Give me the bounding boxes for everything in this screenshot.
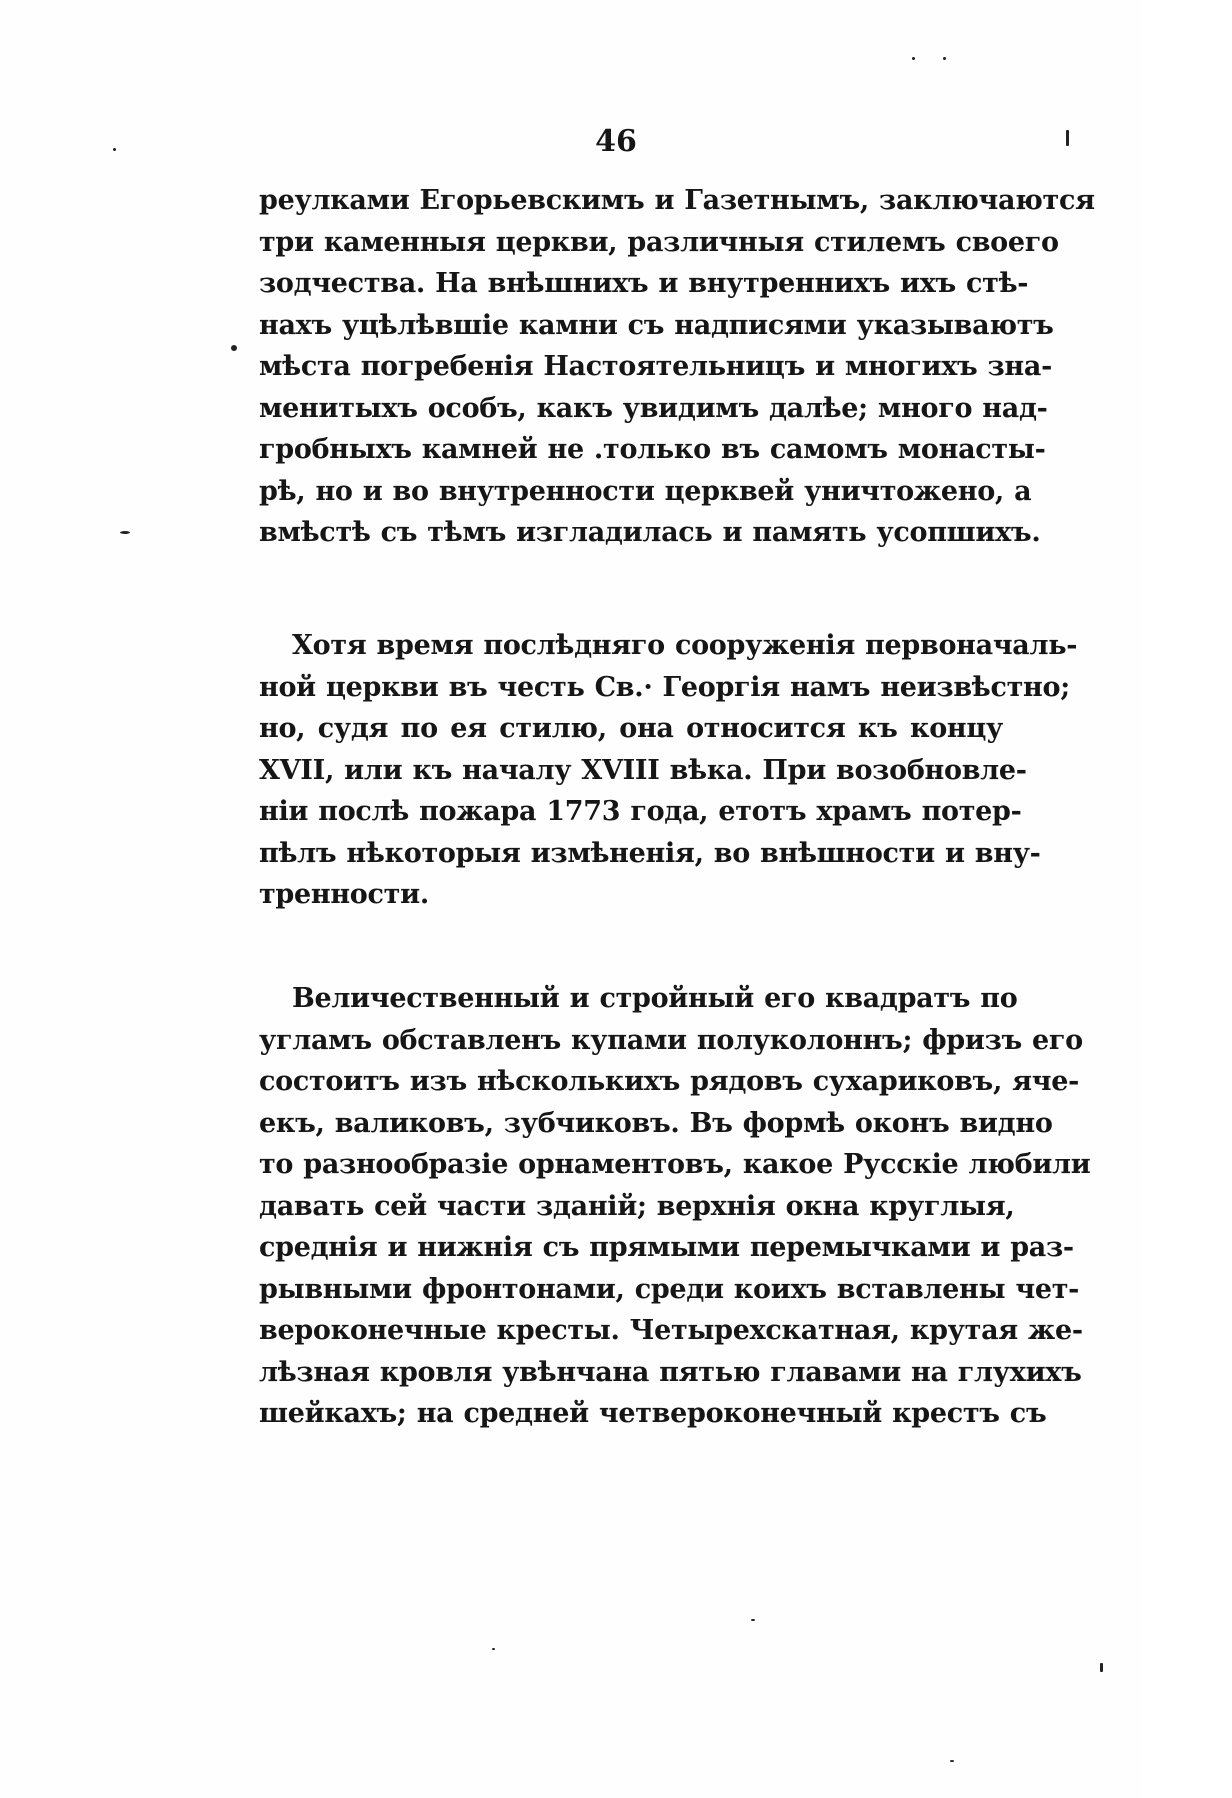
scan-speck [751, 1619, 755, 1621]
text-line: екъ, валиковъ, зубчиковъ. Въ формѣ оконъ видно [259, 1107, 1053, 1139]
text-line: но, судя по ея стилю, она относится къ концу [259, 713, 1003, 744]
text-line: рѣ, но и во внутренности церквей уничтожено, а [259, 475, 1032, 507]
text-line: пѣлъ нѣкоторыя измѣненія, во внѣшности и вну- [259, 837, 1041, 869]
text-line: нахъ уцѣлѣвшіе камни съ надписями указываютъ [259, 309, 1054, 341]
text-line: зодчества. На внѣшнихъ и внутреннихъ ихъ стѣ- [259, 268, 1029, 299]
scan-speck [492, 1648, 495, 1650]
text-line: состоитъ изъ нѣсколькихъ рядовъ сухариковъ, яче- [259, 1066, 1080, 1097]
scan-speck [912, 57, 915, 60]
paragraph-3 [259, 978, 1091, 1435]
text-line: вмѣстѣ съ тѣмъ изгладилась и память усопшихъ. [259, 517, 1041, 548]
text-line: лѣзная кровля увѣнчана пятью главами на глухихъ [259, 1356, 1082, 1388]
text-line: среднія и нижнія съ прямыми перемычками и раз- [259, 1232, 1074, 1263]
text-line: ніи послѣ пожара 1773 года, етотъ храмъ потер- [259, 796, 1022, 827]
scan-speck [1066, 130, 1069, 146]
text-line: тренности. [259, 879, 429, 910]
text-line: то разнообразіе орнаментовъ, какое Русскіе любили [259, 1149, 1091, 1180]
text-line: угламъ обставленъ купами полуколоннъ; фризъ его [259, 1024, 1083, 1056]
text-line: Величественный и стройный его квадратъ по [292, 983, 1018, 1014]
text-line: ной церкви въ честь Св.· Георгія намъ неизвѣстно; [259, 671, 1070, 703]
paragraph-1 [259, 180, 1095, 554]
text-line: гробныхъ камней не .только въ самомъ монасты- [259, 434, 1046, 465]
page-number: 46 [595, 124, 637, 159]
scan-speck [1100, 1663, 1103, 1672]
text-line: мѣста погребенія Настоятельницъ и многихъ зна- [259, 351, 1053, 382]
text-line: реулками Егорьевскимъ и Газетнымъ, заключаются [259, 185, 1095, 216]
scan-speck [120, 531, 130, 534]
text-line: менитыхъ особъ, какъ увидимъ далѣе; много над- [259, 392, 1048, 424]
text-line: рывными фронтонами, среди коихъ вставлены чет- [259, 1273, 1080, 1305]
text-line: давать сей части зданій; верхнія окна круглыя, [259, 1190, 1015, 1222]
scan-speck [231, 345, 237, 351]
scan-speck [113, 148, 116, 151]
text-line: Хотя время послѣдняго сооруженія первоначаль- [292, 630, 1078, 661]
text-line: шейкахъ; на средней четвероконечный крестъ съ [259, 1398, 1047, 1429]
scan-speck [950, 1760, 954, 1762]
text-line: вероконечные кресты. Четырехскатная, крутая же- [259, 1315, 1083, 1346]
scan-speck [943, 57, 946, 60]
text-line: XVII, или къ началу XVIII вѣка. При возобновле- [259, 754, 1027, 786]
text-line: три каменныя церкви, различныя стилемъ своего [259, 226, 1059, 258]
paragraph-2 [259, 625, 1078, 916]
